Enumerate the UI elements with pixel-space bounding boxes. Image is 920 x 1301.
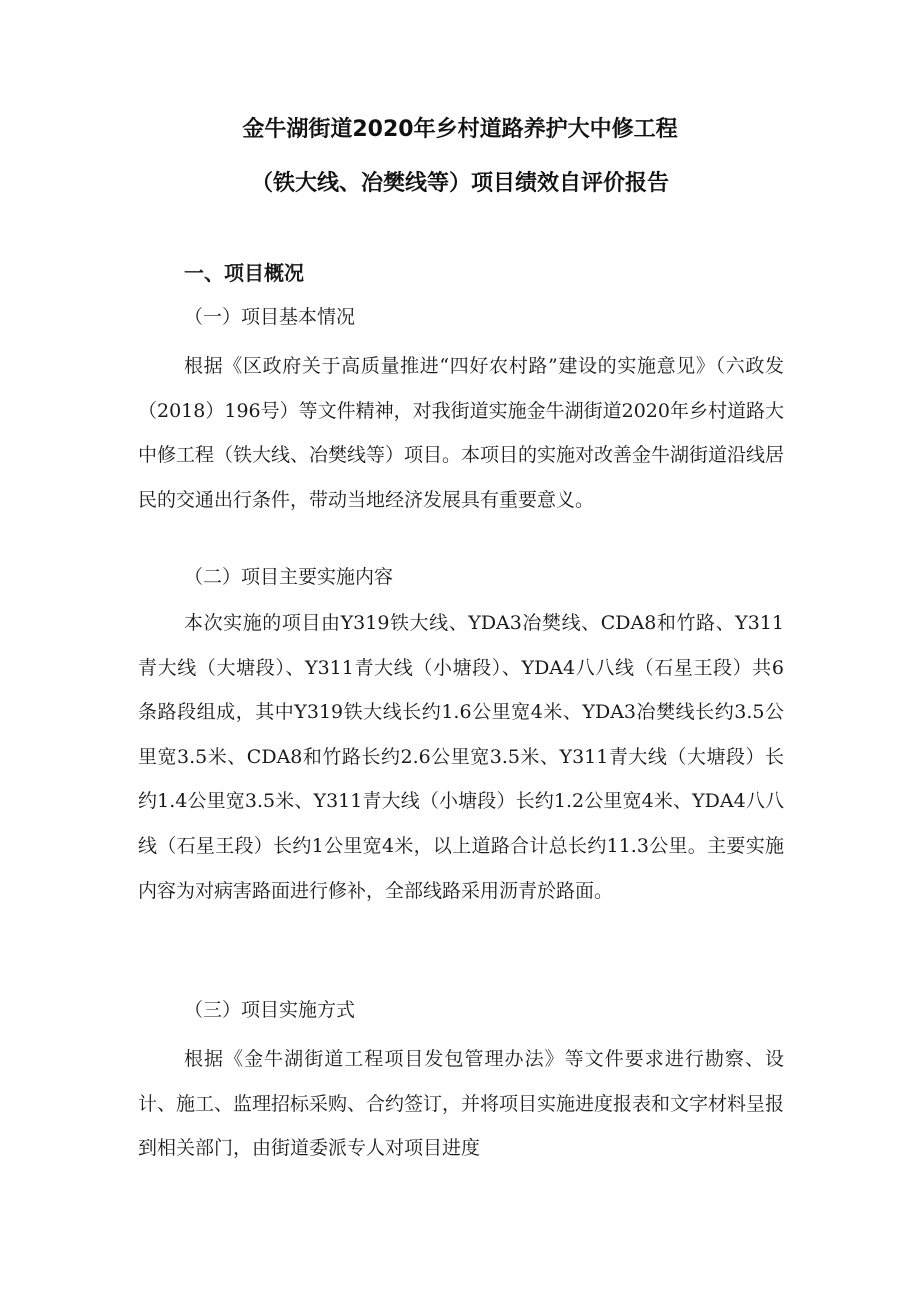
subsection-heading-basic-info: （一）项目基本情况: [184, 306, 356, 328]
paragraph-implementation: 根据《金牛湖街道工程项目发包管理办法》等文件要求进行勘察、设计、施工、监理招标采购、合约签订，并将项目实施进度报表和文字材料呈报到相关部门，由街道委派专人对项目进度: [138, 1048, 785, 1160]
subsection-heading-main-content: （二）项目主要实施内容: [184, 566, 394, 588]
report-title-line-2: （铁大线、冶樊线等）项目绩效自评价报告: [250, 171, 669, 196]
paragraph-main-content: 本次实施的项目由Y319铁大线、YDA3冶樊线、CDA8和竹路、Y311青大线（大塘段）、Y311青大线（小塘段）、YDA4八八线（石星王段）共6条路段组成，其中Y319铁大线长约1.6公里宽4米、YDA3冶樊线长约3.5公里宽3.5米、CDA8和竹路长约2.6公里宽3.5米、Y311青大线（大塘段）长约1.4公里宽3.5米、Y311青大线（小塘段）长约1.2公里宽4米、YDA4八八线（石星王段）长约1公里宽4米，以上道路合计总长约11.3公里。主要实施内容为对病害路面进行修补，全部线路采用沥青於路面。: [138, 612, 784, 902]
subsection-heading-implementation: （三）项目实施方式: [184, 999, 356, 1021]
report-title-line-1: 金牛湖街道2020年乡村道路养护大中修工程: [242, 117, 678, 142]
paragraph-basic-info: 根据《区政府关于高质量推进“四好农村路”建设的实施意见》（六政发（2018）196号）等文件精神，对我街道实施金牛湖街道2020年乡村道路大中修工程（铁大线、冶樊线等）项目。本项目的实施对改善金牛湖街道沿线居民的交通出行条件，带动当地经济发展具有重要意义。: [138, 355, 785, 511]
section-heading-overview: 一、项目概况: [184, 261, 304, 285]
